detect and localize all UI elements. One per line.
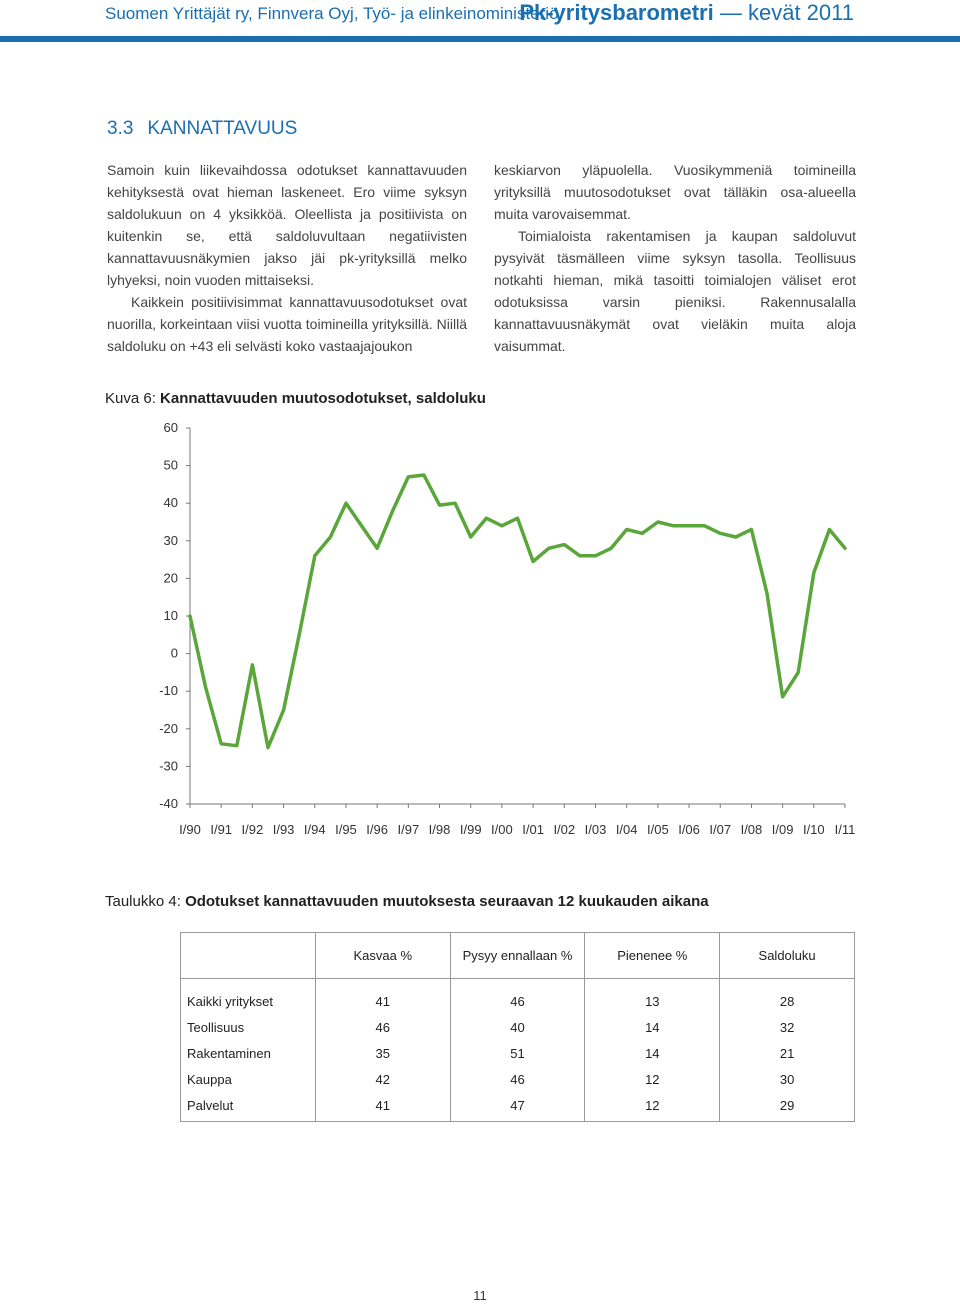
y-tick-label: -10 (159, 683, 178, 699)
y-tick-label: -40 (159, 796, 178, 811)
x-tick-label: I/10 (802, 822, 825, 837)
data-point (781, 696, 783, 698)
data-point (735, 536, 737, 538)
brand-name: Pk-yritysbarometri (519, 0, 714, 25)
table-row (181, 1066, 855, 1092)
x-tick-label: I/90 (179, 822, 201, 837)
table-header-cell: Pysyy ennallaan % (450, 933, 585, 979)
table-cell: 47 (450, 1092, 585, 1122)
table-header-cell: Saldoluku (720, 933, 855, 979)
publishers: Suomen Yrittäjät ry, Finnvera Oyj, Työ- ja elinkeinoministeriö (105, 4, 559, 23)
data-point (376, 547, 378, 549)
data-point (220, 743, 222, 745)
row-label: Kauppa (181, 1066, 316, 1092)
data-point (594, 555, 596, 557)
data-point (189, 615, 191, 617)
data-point (298, 634, 300, 636)
table-cell: 32 (720, 1014, 855, 1040)
y-tick-label: 10 (163, 608, 178, 623)
x-tick-label: I/96 (366, 822, 388, 837)
data-point (392, 510, 394, 512)
table-header-row (181, 933, 855, 979)
y-tick-label: -20 (159, 720, 178, 736)
x-tick-label: I/95 (335, 822, 357, 837)
table-cell: 14 (585, 1040, 720, 1066)
x-tick-label: I/01 (522, 822, 544, 837)
x-tick-label: I/06 (678, 822, 700, 837)
y-tick-label: 20 (163, 570, 178, 586)
table-cell: 40 (450, 1014, 585, 1040)
paragraph: Toimialoista rakentamisen ja kaupan saldoluvut pysyivät täsmälleen viime syksyn tasolla. Teollisuus notkahti hieman, mikä tasoitti toimialojen väliset erot odotuksissa varsin pieniksi. Rakennusalalla kannattavuusnäkymät ovat vieläkin muita aloja vaisummat. (494, 228, 856, 354)
table-title: Odotukset kannattavuuden muutoksesta seuraavan 12 kuukauden aikana (185, 893, 709, 910)
data-point (750, 528, 752, 530)
x-tick-label: I/92 (241, 822, 264, 837)
data-point (563, 543, 565, 545)
table-cell: 51 (450, 1040, 585, 1066)
x-axis-ticks (179, 804, 855, 837)
table-header-cell (181, 933, 316, 979)
data-point (267, 746, 269, 748)
table-row (181, 1014, 855, 1040)
series-line (190, 475, 845, 748)
data-point (407, 476, 409, 478)
table-cell: 46 (315, 1014, 450, 1040)
x-tick-label: I/11 (834, 822, 856, 837)
page-number: 11 (473, 1288, 487, 1303)
x-tick-label: I/98 (428, 822, 451, 837)
x-tick-label: I/99 (459, 822, 482, 837)
table-cell: 21 (720, 1040, 855, 1066)
x-tick-label: I/91 (210, 822, 233, 837)
table-cell: 14 (585, 1014, 720, 1040)
y-tick-label: 50 (163, 457, 178, 473)
table-row (181, 1040, 855, 1066)
y-tick-label: 60 (163, 420, 178, 435)
x-tick-label: I/03 (584, 822, 607, 837)
table-cell: 12 (585, 1066, 720, 1092)
chart-axes (190, 428, 845, 804)
x-tick-label: I/04 (615, 822, 638, 837)
data-point (345, 502, 347, 504)
table-cell: 13 (585, 979, 720, 1015)
x-tick-label: I/09 (771, 822, 794, 837)
section-number: 3.3 (107, 118, 134, 139)
season: kevät 2011 (747, 0, 854, 25)
x-tick-label: I/02 (553, 822, 576, 837)
data-point (672, 525, 674, 527)
table-cell: 42 (315, 1066, 450, 1092)
data-point (329, 536, 331, 538)
row-label: Palvelut (181, 1092, 316, 1122)
data-point (454, 502, 456, 504)
data-point (813, 572, 815, 574)
paragraph: Samoin kuin liikevaihdossa odotukset kannattavuuden kehityksestä ovat hieman laskeneet. Ero viime syksyn saldolukuun on 4 yksikköä. Oleellista ja positiivista on kuitenkin se, että saldoluvultaan negatiivisten kannattavuusnäkymien jakso jäi pk-yrityksillä melko lyhyeksi, noin vuoden mittaiseksi. (107, 162, 467, 288)
table-cell: 41 (315, 1092, 450, 1122)
data-point (236, 745, 238, 747)
table-row (181, 1092, 855, 1122)
y-tick-label: 40 (163, 495, 178, 511)
data-point (626, 528, 628, 530)
data-point (360, 525, 362, 527)
data-point (719, 532, 721, 534)
x-tick-label: I/05 (647, 822, 669, 837)
table-cell: 29 (720, 1092, 855, 1122)
row-label: Rakentaminen (181, 1040, 316, 1066)
data-point (314, 555, 316, 557)
data-point (282, 709, 284, 711)
y-axis-ticks (159, 420, 190, 811)
x-tick-label: I/08 (740, 822, 763, 837)
data-point (438, 504, 440, 506)
data-point (548, 547, 550, 549)
table-header-cell: Pienenee % (585, 933, 720, 979)
figure-label: Kuva 6: (105, 390, 156, 407)
table-cell: 30 (720, 1066, 855, 1092)
table-cell: 12 (585, 1092, 720, 1122)
expectations-table (180, 932, 855, 1122)
data-point (828, 528, 830, 530)
data-point (251, 664, 253, 666)
data-point (688, 525, 690, 527)
data-point (532, 560, 534, 562)
data-point (516, 517, 518, 519)
table-header-cell: Kasvaa % (315, 933, 450, 979)
x-tick-label: I/00 (491, 822, 513, 837)
x-tick-label: I/07 (709, 822, 732, 837)
table-cell: 46 (450, 979, 585, 1015)
data-point (501, 525, 503, 527)
x-tick-label: I/93 (272, 822, 295, 837)
data-point (579, 555, 581, 557)
y-tick-label: 0 (170, 645, 178, 661)
data-point (657, 521, 659, 523)
figure-title: Kannattavuuden muutosodotukset, saldoluku (160, 390, 486, 407)
data-point (844, 547, 846, 549)
data-point (797, 671, 799, 673)
section-name: KANNATTAVUUS (147, 118, 298, 139)
data-point (204, 686, 206, 688)
data-point (641, 532, 643, 534)
table-row (181, 979, 855, 1015)
table-cell: 28 (720, 979, 855, 1015)
data-point (423, 474, 425, 476)
row-label: Teollisuus (181, 1014, 316, 1040)
table-caption (105, 893, 709, 910)
table-label: Taulukko 4: (105, 893, 181, 910)
x-tick-label: I/94 (303, 822, 326, 837)
x-tick-label: I/97 (397, 822, 420, 837)
data-point (470, 536, 472, 538)
y-tick-label: -30 (159, 758, 178, 774)
table-cell: 35 (315, 1040, 450, 1066)
table-cell: 41 (315, 979, 450, 1015)
paragraph: Kaikkein positiivisimmat kannattavuusodotukset ovat nuorilla, korkeintaan viisi vuotta toimineilla yrityksillä. Niillä saldoluku on +43 eli selvästi koko vastaajajoukon (107, 294, 467, 354)
table-cell: 46 (450, 1066, 585, 1092)
data-point (610, 547, 612, 549)
title-dash: — (719, 0, 742, 25)
data-point (703, 525, 705, 527)
chart-series (189, 474, 846, 749)
data-point (766, 592, 768, 594)
paragraph: keskiarvon yläpuolella. Vuosikymmeniä toimineilla yrityksillä muutosodotukset ovat tälläkin osa-alueella muita varovaisemmat. (494, 162, 856, 222)
row-label: Kaikki yritykset (181, 979, 316, 1015)
y-tick-label: 30 (163, 532, 178, 548)
data-point (485, 517, 487, 519)
